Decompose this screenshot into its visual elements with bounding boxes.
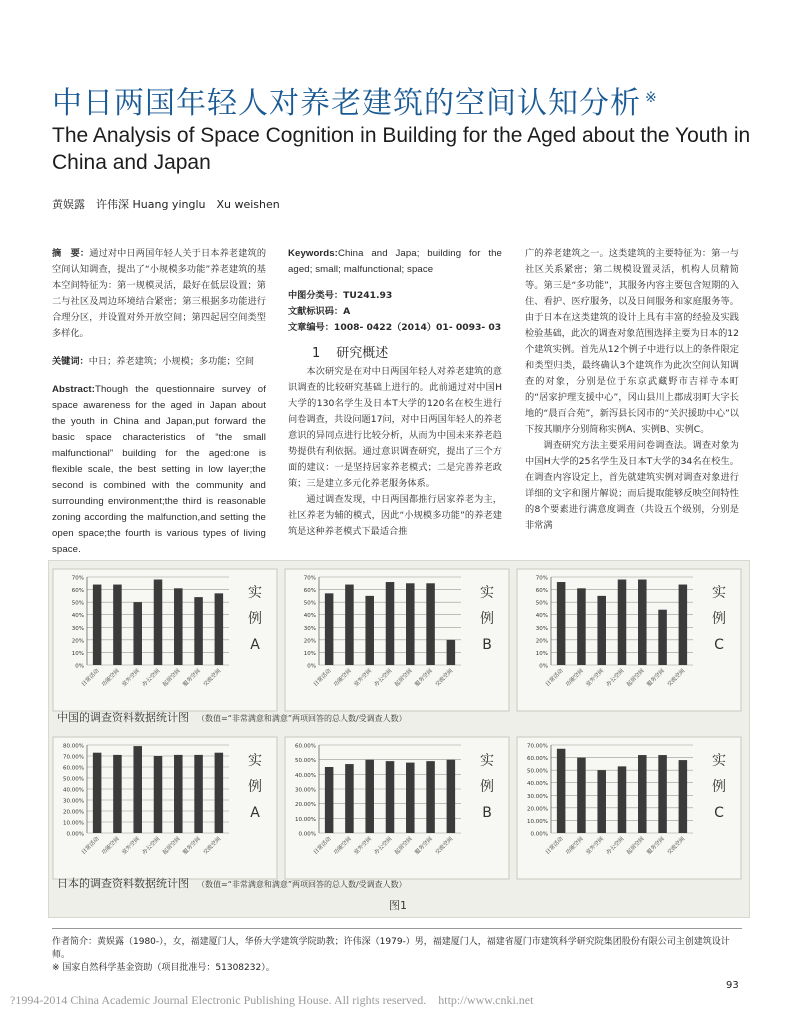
instance-label: 实 <box>712 585 726 601</box>
bar <box>113 585 122 665</box>
bar <box>406 583 415 665</box>
figure-label: 图1 <box>389 899 407 912</box>
copyright-watermark: ?1994-2014 China Academic Journal Electronic Publishing House. All rights reserved. http://www.cnki.net <box>10 993 534 1007</box>
keywords-cn-text: 中日；养老建筑；小规模；多功能；空间 <box>88 356 255 367</box>
y-tick-label: 60% <box>303 588 316 595</box>
bar <box>597 596 606 665</box>
bar <box>365 760 374 833</box>
section-number: 1 <box>312 346 321 361</box>
jp-caption <box>57 875 407 891</box>
x-tick-label: 室外空间 <box>353 668 374 688</box>
column-1 <box>52 246 266 570</box>
y-tick-label: 30.00% <box>63 798 84 805</box>
keywords-en-text: China and Japa; building for the aged; small; malfunctional; space <box>288 248 502 275</box>
y-tick-label: 0.00% <box>298 831 316 838</box>
instance-label: B <box>482 805 492 821</box>
x-tick-label: 办公空间 <box>141 668 162 688</box>
instance-label: A <box>250 805 260 821</box>
bar <box>618 580 627 665</box>
y-tick-label: 40.00% <box>295 772 316 779</box>
x-tick-label: 起居空间 <box>625 836 646 856</box>
bar <box>215 753 224 833</box>
y-tick-label: 10.00% <box>527 818 548 825</box>
col3-paragraph-2: 调查研究方法主要采用问卷调查法。调查对象为中国H大学的25名学生及日本T大学的34名在校生。在调查内容设定上，首先就建筑实例对调查对象进行详细的文字和图片解说；而后提取能够反映空间特性的8个要素进行满意度调查（共设五个级别，分别是非常满 <box>525 440 739 531</box>
footnote-rule <box>52 928 742 929</box>
x-tick-label: 日常活动 <box>312 668 333 688</box>
instance-label: 实 <box>480 753 494 769</box>
x-tick-label: 交流空间 <box>202 668 223 688</box>
x-tick-label: 功能空间 <box>101 836 121 856</box>
abstract-cn-text: 通过对中日两国年轻人关于日本养老建筑的空间认知调查，提出了“小规模多功能”养老建筑的基本空间特征为：第一规模灵活，最好在低层设置；第二与社区及周边环境结合紧密；第三根据多功能进行合理分区，并设置对外开放空间；第四起居空间类型多样化。 <box>52 248 267 339</box>
title-mark: ※ <box>645 90 658 106</box>
bar <box>658 610 667 665</box>
figure-1 <box>48 560 750 918</box>
col2-paragraph-1: 本次研究是在对中日两国年轻人对养老建筑的意识调查的比较研究基础上进行的。此前通过对中国H大学的130名学生及日本T大学的120名在校生进行问卷调查，共设问题17问，对中日两国年轻人的养老意识的异同点进行比较分析，从而为中国未来养老趋势提供有利依据。通过意识调查研究，提出了三个方面的建议：一是坚持居家养老模式；二是完善养老政策；三是建立多元化养老服务体系。 <box>288 366 502 489</box>
jp-caption-note: （数值=“非常满意和满意”两项回答的总人数/受调查人数） <box>197 880 407 889</box>
x-tick-label: 办公空间 <box>605 836 626 856</box>
authors: 黄娱露 许伟深 Huang yinglu Xu weishen <box>52 198 280 211</box>
keywords-cn-label: 关键词： <box>52 356 89 367</box>
x-tick-label: 交流空间 <box>202 836 223 856</box>
instance-label: B <box>482 637 492 653</box>
y-tick-label: 70% <box>535 575 548 582</box>
instance-label: 实 <box>248 753 262 769</box>
instance-label: 例 <box>248 779 262 795</box>
abstract-cn-label: 摘 要： <box>52 248 90 259</box>
x-tick-label: 日常活动 <box>312 836 333 856</box>
x-tick-label: 功能空间 <box>565 836 585 856</box>
x-tick-label: 办公空间 <box>373 668 394 688</box>
column-3 <box>525 246 739 534</box>
instance-label: 例 <box>480 779 494 795</box>
bar <box>174 755 183 833</box>
bar <box>194 755 203 833</box>
y-tick-label: 50.00% <box>63 776 84 783</box>
bar <box>194 597 203 665</box>
y-tick-label: 0.00% <box>66 831 84 838</box>
bar <box>174 588 183 665</box>
x-tick-label: 室外空间 <box>585 836 606 856</box>
x-tick-label: 办公空间 <box>141 836 162 856</box>
y-tick-label: 50.00% <box>295 758 316 765</box>
instance-label: 实 <box>712 753 726 769</box>
figure-charts <box>49 561 749 891</box>
article-number: 文章编号：1008- 0422（2014）01- 0093- 03 <box>288 322 502 333</box>
bar <box>154 580 163 665</box>
x-tick-label: 交流空间 <box>666 836 687 856</box>
clc-number: 中图分类号：TU241.93 <box>288 290 393 301</box>
y-tick-label: 10.00% <box>295 816 316 823</box>
bar <box>133 602 142 665</box>
instance-label: 例 <box>480 611 494 627</box>
section-heading <box>288 346 502 362</box>
y-tick-label: 30% <box>535 625 548 632</box>
y-tick-label: 10.00% <box>63 820 84 827</box>
x-tick-label: 室外空间 <box>353 836 374 856</box>
bar <box>679 585 688 665</box>
x-tick-label: 日常活动 <box>80 836 101 856</box>
y-tick-label: 0% <box>539 663 548 670</box>
y-tick-label: 60.00% <box>527 756 548 763</box>
x-tick-label: 日常活动 <box>80 668 101 688</box>
x-tick-label: 交流空间 <box>666 668 687 688</box>
page-number: 93 <box>726 980 739 991</box>
instance-label: 实 <box>248 585 262 601</box>
bar <box>215 593 224 665</box>
y-tick-label: 0% <box>307 663 316 670</box>
cn-caption-note: （数值=“非常满意和满意”两项回答的总人数/受调查人数） <box>197 714 407 723</box>
y-tick-label: 0.00% <box>530 831 548 838</box>
instance-label: 例 <box>248 611 262 627</box>
keywords-en <box>288 246 502 278</box>
keywords-en-label: Keywords: <box>288 248 338 259</box>
instance-label: 例 <box>712 779 726 795</box>
bar <box>325 593 334 665</box>
x-tick-label: 办公空间 <box>373 836 394 856</box>
x-tick-label: 功能空间 <box>565 668 585 688</box>
x-tick-label: 服务空间 <box>646 668 666 688</box>
col2-paragraph-2: 通过调查发现，中日两国都推行居家养老为主，社区养老为辅的模式，因此“小规模多功能”的养老建筑是这种养老模式下最适合推 <box>288 494 502 537</box>
abstract-cn <box>52 246 266 342</box>
bar <box>113 755 122 833</box>
y-tick-label: 40.00% <box>63 787 84 794</box>
y-tick-label: 50% <box>535 600 548 607</box>
y-tick-label: 40% <box>303 613 316 620</box>
bar <box>325 767 334 833</box>
doc-code: 文献标识码：A <box>288 306 351 317</box>
y-tick-label: 0% <box>75 663 84 670</box>
y-tick-label: 30.00% <box>527 793 548 800</box>
bar <box>557 582 566 665</box>
bar <box>447 640 456 665</box>
x-tick-label: 日常活动 <box>544 668 565 688</box>
jp-caption-text: 日本的调查资料数据统计图 <box>57 877 189 890</box>
chart-panel <box>53 569 277 711</box>
section-title: 研究概述 <box>336 346 389 361</box>
x-tick-label: 日常活动 <box>544 836 565 856</box>
x-tick-label: 室外空间 <box>585 668 606 688</box>
bar <box>618 766 627 833</box>
y-tick-label: 20% <box>71 638 84 645</box>
bar <box>577 588 586 665</box>
fund-note: ※ 国家自然科学基金资助（项目批准号：51308232）。 <box>52 963 275 973</box>
y-tick-label: 20.00% <box>527 806 548 813</box>
y-tick-label: 60% <box>71 588 84 595</box>
instance-label: C <box>714 637 724 653</box>
bar <box>597 770 606 833</box>
chart-panel <box>285 737 509 879</box>
y-tick-label: 70% <box>303 575 316 582</box>
abstract-en-text: Though the questionnaire survey of space awareness for the aged in Japan about the youth in China and Japan,put forward the basic space characteristics of “the small malfunctional” building for the aged:one is flexible scale, the best setting in low layer;the second is combined with the community and surrounding environment;the third is reasonable zoning according the malfunction,and setting the open space;the fourth is various types of living space. <box>52 384 266 555</box>
chart-panel <box>517 569 741 711</box>
y-tick-label: 40% <box>535 613 548 620</box>
y-tick-label: 20% <box>303 638 316 645</box>
x-tick-label: 交流空间 <box>434 836 455 856</box>
instance-label: C <box>714 805 724 821</box>
y-tick-label: 50% <box>71 600 84 607</box>
y-tick-label: 20% <box>535 638 548 645</box>
keywords-cn <box>52 354 266 370</box>
y-tick-label: 40.00% <box>527 781 548 788</box>
bar <box>406 763 415 833</box>
y-tick-label: 20.00% <box>63 809 84 816</box>
bar <box>426 761 435 833</box>
bar <box>557 749 566 833</box>
bar <box>577 758 586 833</box>
abstract-en-label: Abstract: <box>52 384 96 395</box>
y-tick-label: 20.00% <box>295 802 316 809</box>
chart-panel <box>53 737 277 879</box>
column-2 <box>288 246 502 540</box>
classification-block <box>288 288 502 336</box>
cn-caption-text: 中国的调查资料数据统计图 <box>57 711 189 724</box>
bar <box>93 753 102 833</box>
bar <box>638 580 647 665</box>
y-tick-label: 70% <box>71 575 84 582</box>
y-tick-label: 70.00% <box>527 743 548 750</box>
x-tick-label: 起居空间 <box>393 668 414 688</box>
y-tick-label: 60.00% <box>295 743 316 750</box>
x-tick-label: 服务空间 <box>646 836 666 856</box>
x-tick-label: 功能空间 <box>333 836 353 856</box>
y-tick-label: 10% <box>303 650 316 657</box>
title-cn <box>52 78 658 122</box>
x-tick-label: 服务空间 <box>182 668 202 688</box>
bar <box>426 583 435 665</box>
bar <box>154 756 163 833</box>
bar <box>345 764 354 833</box>
x-tick-label: 功能空间 <box>101 668 121 688</box>
bar <box>345 585 354 665</box>
chart-panel <box>517 737 741 879</box>
x-tick-label: 起居空间 <box>161 836 182 856</box>
bar <box>386 582 395 665</box>
y-tick-label: 80.00% <box>63 743 84 750</box>
y-tick-label: 50.00% <box>527 768 548 775</box>
y-tick-label: 40% <box>71 613 84 620</box>
chart-panel <box>285 569 509 711</box>
x-tick-label: 功能空间 <box>333 668 353 688</box>
x-tick-label: 起居空间 <box>393 836 414 856</box>
y-tick-label: 30% <box>71 625 84 632</box>
instance-label: A <box>250 637 260 653</box>
title-cn-text: 中日两国年轻人对养老建筑的空间认知分析 <box>52 86 641 121</box>
x-tick-label: 服务空间 <box>414 668 434 688</box>
bar <box>447 760 456 833</box>
bar <box>133 746 142 833</box>
x-tick-label: 室外空间 <box>121 836 142 856</box>
bar <box>679 760 688 833</box>
cn-caption <box>57 709 407 725</box>
y-tick-label: 70.00% <box>63 754 84 761</box>
bar <box>93 585 102 665</box>
y-tick-label: 30.00% <box>295 787 316 794</box>
x-tick-label: 办公空间 <box>605 668 626 688</box>
author-intro: 作者简介：黄娱露（1980-），女，福建厦门人，华侨大学建筑学院助教；许伟深（1979-）男，福建厦门人，福建省厦门市建筑科学研究院集团股份有限公司主创建筑设计师。 <box>52 937 730 960</box>
y-tick-label: 10% <box>535 650 548 657</box>
y-tick-label: 30% <box>303 625 316 632</box>
col3-paragraph-1: 广的养老建筑之一。这类建筑的主要特征为：第一与社区关系紧密；第二规模设置灵活，机构人员精简等。第三是“多功能”，其服务内容主要包含短期的入住、看护、医疗服务，以及日间服务和家庭服务等。由于日本在这类建筑的设计上具有丰富的经验及实践检验基础，此次的调查对象范围选择主要为日本的12个建筑实例。首先从12个例子中进行以上的条件限定和类型归类，最终确认3个建筑作为此次空间认知调查的对象，分别是位于东京武藏野市吉祥寺本町的“居家护理支援中心”，冈山县川上郡成羽町大字长地的“晨百合苑”，新泻县长冈市的“关沢援助中心”以下按其顺序分别简称实例A、实例B、实例C。 <box>525 248 739 435</box>
bar <box>386 761 395 833</box>
title-en: The Analysis of Space Cognition in Building for the Aged about the Youth in China and Japan <box>52 124 751 174</box>
y-tick-label: 60% <box>535 588 548 595</box>
y-tick-label: 10% <box>71 650 84 657</box>
x-tick-label: 交流空间 <box>434 668 455 688</box>
x-tick-label: 起居空间 <box>625 668 646 688</box>
footnotes <box>52 936 742 975</box>
y-tick-label: 60.00% <box>63 765 84 772</box>
abstract-en <box>52 382 266 558</box>
bar <box>638 755 647 833</box>
bar <box>658 755 667 833</box>
instance-label: 例 <box>712 611 726 627</box>
x-tick-label: 服务空间 <box>414 836 434 856</box>
x-tick-label: 室外空间 <box>121 668 142 688</box>
x-tick-label: 服务空间 <box>182 836 202 856</box>
bar <box>365 596 374 665</box>
y-tick-label: 50% <box>303 600 316 607</box>
instance-label: 实 <box>480 585 494 601</box>
x-tick-label: 起居空间 <box>161 668 182 688</box>
